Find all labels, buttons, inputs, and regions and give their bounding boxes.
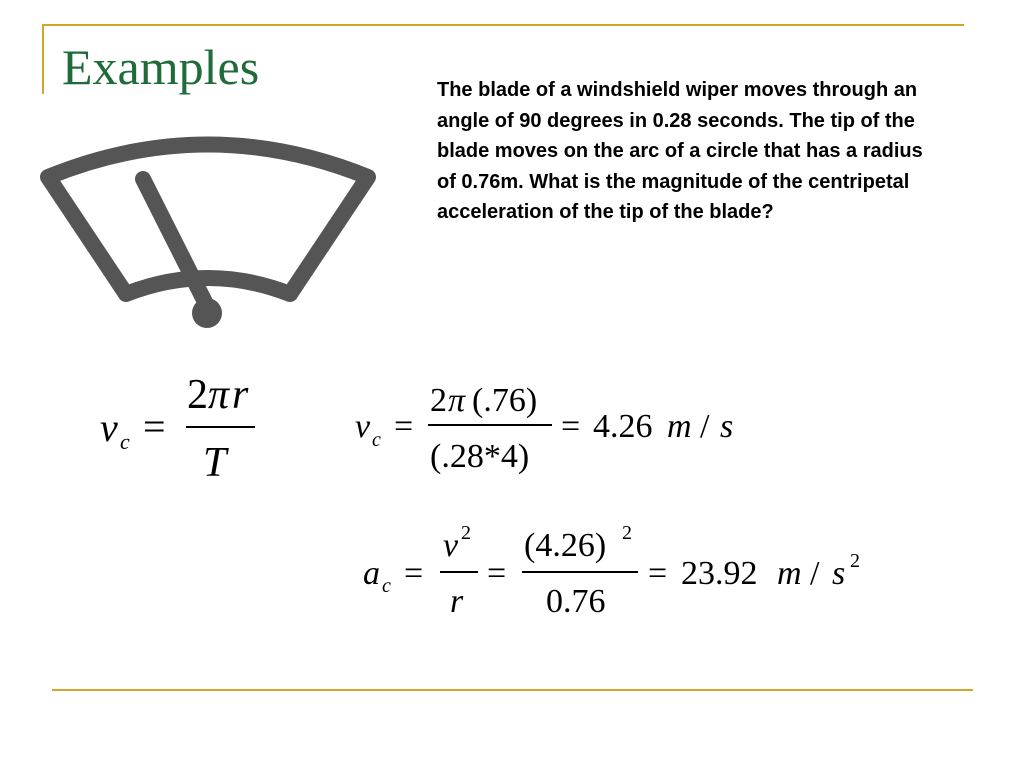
eq2-result: 4.26 — [593, 408, 653, 445]
eq2-equals2: = — [561, 408, 581, 445]
accent-line-bottom — [52, 689, 973, 691]
eq3-unit-m: m — [777, 555, 802, 592]
eq2-unit-m: m — [667, 408, 692, 445]
eq3-unit-s: s — [832, 555, 846, 592]
eq3-frac1-num: v — [443, 527, 459, 564]
eq3-frac1-den: r — [450, 583, 464, 620]
eq1-num-coef: 2 — [187, 372, 208, 418]
eq1-num-pi: π — [208, 372, 230, 418]
eq2-num-pi: π — [448, 382, 466, 419]
eq3-frac2-num: (4.26) — [524, 527, 607, 564]
eq3-equals2: = — [487, 555, 507, 592]
eq2-num-rest: (.76) — [472, 382, 538, 419]
eq2-unit-slash: / — [700, 408, 710, 445]
equation-centripetal-acceleration — [363, 522, 860, 620]
eq3-result: 23.92 — [681, 555, 758, 592]
eq3-frac1-num-exp: 2 — [461, 522, 471, 544]
eq1-num-r: r — [232, 372, 249, 418]
eq2-num-coef: 2 — [430, 382, 447, 419]
eq1-equals: = — [143, 404, 166, 449]
slide-title: Examples — [62, 39, 260, 95]
eq3-frac2-den: 0.76 — [546, 583, 606, 620]
equation-velocity-substituted — [355, 382, 733, 475]
eq1-lhs-var: v — [100, 405, 118, 450]
eq2-equals: = — [394, 408, 414, 445]
eq3-lhs-sub: c — [382, 575, 391, 597]
equation-velocity-formula — [100, 372, 255, 486]
eq2-lhs-sub: c — [372, 429, 381, 451]
eq3-lhs-var: a — [363, 555, 380, 592]
eq1-den: T — [203, 440, 227, 486]
eq3-equals3: = — [648, 555, 668, 592]
eq3-equals: = — [404, 555, 424, 592]
eq3-unit-exp: 2 — [850, 550, 860, 572]
eq3-frac2-num-exp: 2 — [622, 522, 632, 544]
eq2-lhs-var: v — [355, 408, 371, 445]
eq1-lhs-sub: c — [120, 429, 130, 454]
eq3-unit-slash: / — [810, 555, 820, 592]
eq2-unit-s: s — [720, 408, 734, 445]
problem-statement: The blade of a windshield wiper moves through an angle of 90 degrees in 0.28 seconds. The tip of the blade moves on the arc of a circle that has a radius of 0.76m. What is the magnitude of the centripetal acceleration of the tip of the blade? — [437, 79, 923, 223]
eq2-den: (.28*4) — [430, 438, 530, 475]
